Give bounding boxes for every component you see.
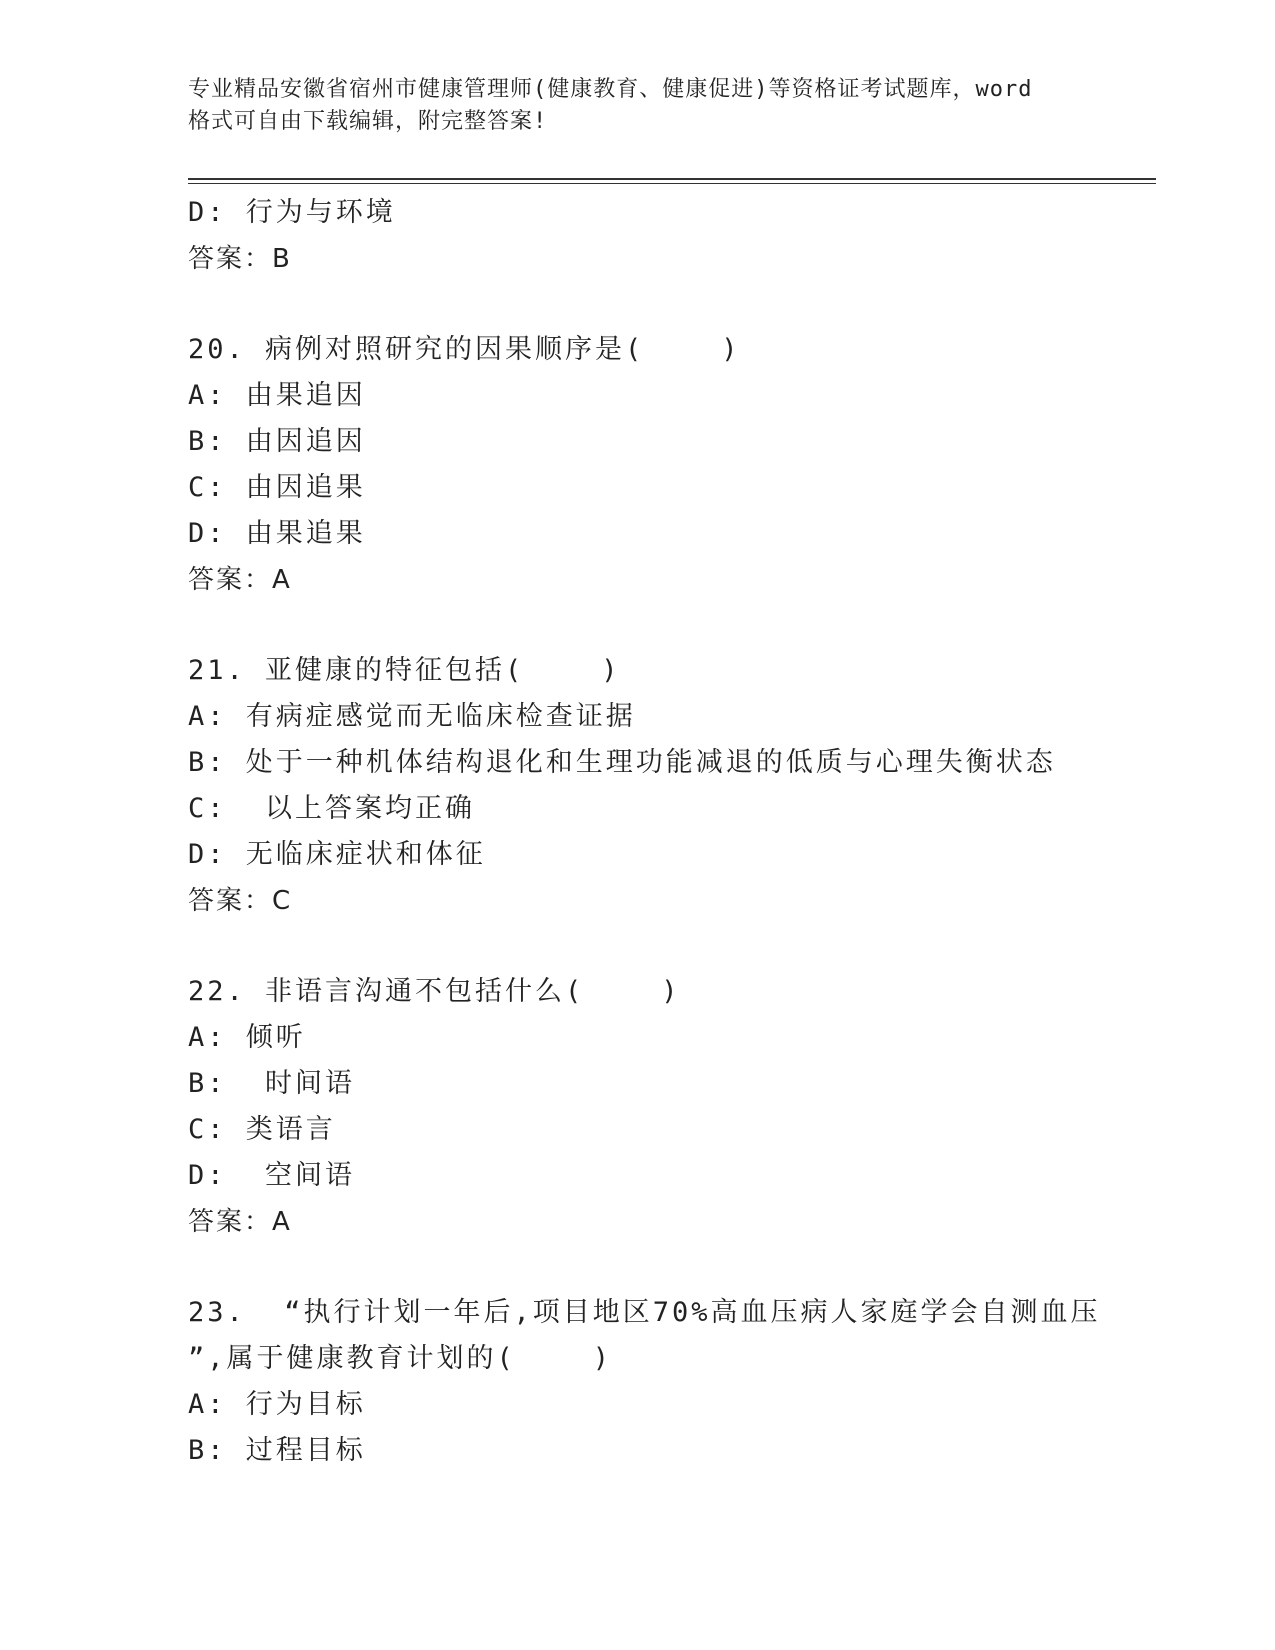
option-d: D: 无临床症状和体征 [188, 839, 486, 870]
answer-line: 答案：C [188, 886, 293, 916]
header-divider-thick [188, 178, 1156, 180]
answer-line: 答案：A [188, 1207, 292, 1237]
option-d: D: 由果追果 [188, 518, 366, 549]
document-header [188, 74, 1088, 138]
question-22 [188, 969, 1156, 1245]
header-line-1: 专业精品安徽省宿州市健康管理师(健康教育、健康促进)等资格证考试题库，word [188, 77, 1033, 102]
option-b: B: 由因追因 [188, 426, 366, 457]
question-23 [188, 1290, 1156, 1474]
option-a: A: 由果追因 [188, 380, 366, 411]
question-19-tail [188, 190, 1156, 282]
option-b: B: 时间语 [188, 1068, 356, 1099]
question-stem-line-1: 23. “执行计划一年后,项目地区70%高血压病人家庭学会自测血压 [188, 1297, 1101, 1328]
question-stem-line-2: ”,属于健康教育计划的( ) [188, 1343, 613, 1374]
option-b: B: 过程目标 [188, 1435, 366, 1466]
option-a: A: 有病症感觉而无临床检查证据 [188, 701, 636, 732]
question-stem: 20. 病例对照研究的因果顺序是( ) [188, 334, 741, 365]
header-divider-thin [188, 183, 1156, 184]
question-list [188, 190, 1156, 1474]
question-20 [188, 327, 1156, 603]
answer-line: 答案：B [188, 244, 292, 274]
option-c: C: 由因追果 [188, 472, 366, 503]
option-c: C: 类语言 [188, 1114, 336, 1145]
header-line-2: 格式可自由下载编辑，附完整答案! [188, 109, 548, 134]
question-stem: 22. 非语言沟通不包括什么( ) [188, 976, 681, 1007]
question-21 [188, 648, 1156, 924]
option-d: D: 空间语 [188, 1160, 356, 1191]
option-c: C: 以上答案均正确 [188, 793, 476, 824]
answer-line: 答案：A [188, 565, 292, 595]
option-d: D: 行为与环境 [188, 197, 396, 228]
question-stem: 21. 亚健康的特征包括( ) [188, 655, 621, 686]
option-a: A: 行为目标 [188, 1389, 366, 1420]
option-b: B: 处于一种机体结构退化和生理功能减退的低质与心理失衡状态 [188, 747, 1056, 778]
option-a: A: 倾听 [188, 1022, 306, 1053]
